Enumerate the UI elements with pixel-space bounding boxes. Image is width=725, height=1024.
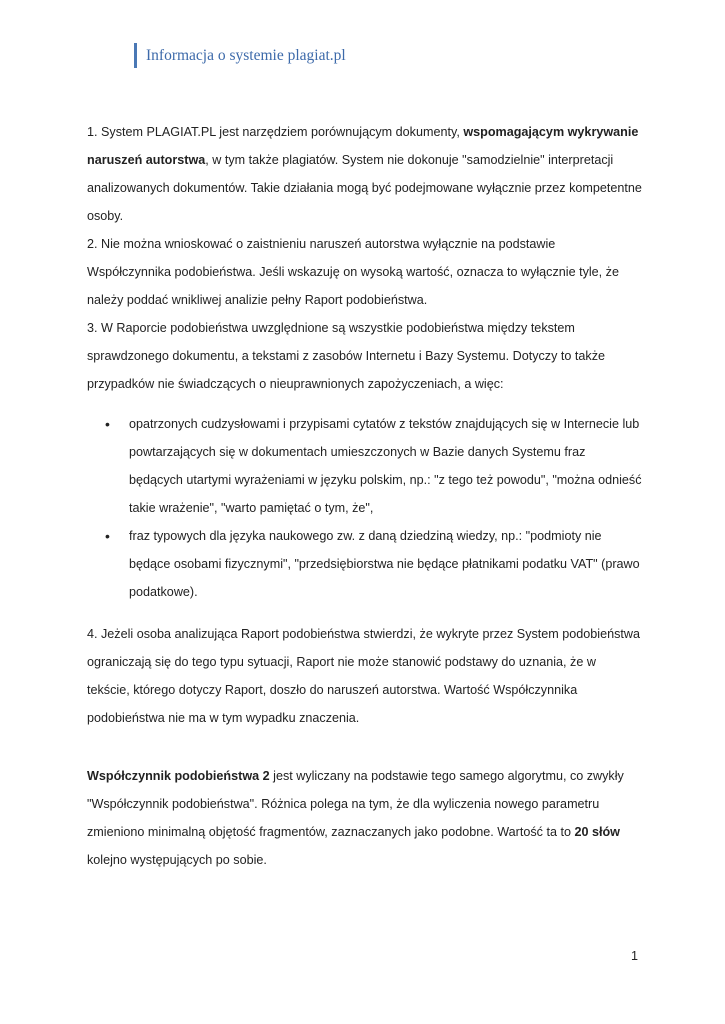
list-item-text: fraz typowych dla języka naukowego zw. z daną dziedziną wiedzy, np.: "podmioty nie będące osobami fizycznymi", "przedsiębiorstwa nie będące płatnikami podatku VAT" (prawo podatkowe).	[129, 529, 640, 599]
paragraph-1-bold: wspomagającym wykrywanie naruszeń autorstwa	[87, 125, 639, 167]
paragraph-1	[87, 118, 642, 230]
paragraph-5	[87, 762, 642, 874]
paragraph-5-text-2: kolejno występujących po sobie.	[87, 853, 267, 867]
bullet-icon: •	[105, 416, 110, 432]
header-title: Informacja o systemie plagiat.pl	[146, 47, 346, 64]
page-number: 1	[630, 949, 638, 963]
paragraph-2: 2. Nie można wnioskować o zaistnieniu naruszeń autorstwa wyłącznie na podstawie Współczynnika podobieństwa. Jeśli wskazuję on wysoką wartość, oznacza to wyłącznie tyle, że należy poddać wnikliwej analizie pełny Raport podobieństwa.	[87, 237, 619, 307]
paragraph-1-text: 1. System PLAGIAT.PL jest narzędziem porównującym dokumenty,	[87, 125, 464, 139]
paragraph-5-bold: Współczynnik podobieństwa 2	[87, 769, 270, 783]
document-header	[134, 43, 346, 68]
paragraph-5-bold-2: 20 słów	[574, 825, 620, 839]
list-item-text: opatrzonych cudzysłowami i przypisami cytatów z tekstów znajdujących się w Internecie lub powtarzających się w dokumentach umieszczonych w Bazie danych Systemu fraz będących utartymi wyrażeniami w języku polskim, np.: "z tego też powodu", "można odnieść takie wrażenie", "warto pamiętać o tym, że",	[129, 417, 642, 515]
paragraph-1-text-2: , w tym także plagiatów. System nie dokonuje "samodzielnie" interpretacji analizowanych dokumentów. Takie działania mogą być podejmowane wyłącznie przez kompetentne osoby.	[87, 153, 642, 223]
paragraph-4: 4. Jeżeli osoba analizująca Raport podobieństwa stwierdzi, że wykryte przez System podobieństwa ograniczają się do tego typu sytuacji, Raport nie może stanowić podstawy do uznania, że w tekście, którego dotyczy Raport, doszło do naruszeń autorstwa. Wartość Współczynnika podobieństwa nie ma w tym wypadku znaczenia.	[87, 627, 641, 725]
document-body	[87, 118, 642, 874]
paragraph-5-text: jest wyliczany na podstawie tego samego algorytmu, co zwykły "Współczynnik podobieństwa". Różnica polega na tym, że dla wyliczenia nowego parametru zmieniono minimalną objętość fragmentów, zaznaczanych jako podobne. Wartość ta to	[87, 769, 624, 839]
paragraph-3: 3. W Raporcie podobieństwa uwzględnione są wszystkie podobieństwa między tekstem sprawdzonego dokumentu, a tekstami z zasobów Internetu i Bazy Systemu. Dotyczy to także przypadków nie świadczących o nieuprawnionych zapożyczeniach, a więc:	[87, 321, 605, 391]
bullet-icon: •	[105, 528, 110, 544]
list-item	[87, 522, 642, 606]
bullet-list	[87, 410, 642, 606]
spacer	[87, 732, 642, 762]
list-item	[87, 410, 642, 522]
